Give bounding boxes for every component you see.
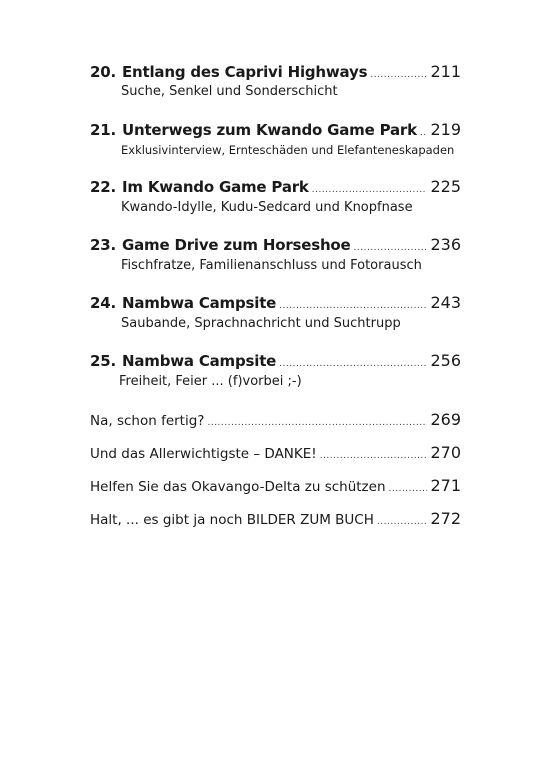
chapter-number: 24. (90, 294, 116, 312)
chapter-subtitle: Fischfratze, Familienanschluss und Fotorausch (121, 258, 422, 273)
dot-leader (370, 70, 427, 80)
chapter-number: 22. (90, 178, 116, 196)
entry-title: Helfen Sie das Okavango-Delta zu schützen (90, 479, 386, 495)
chapter-subtitle: Freiheit, Feier ... (f)vorbei ;-) (119, 374, 302, 389)
dot-leader (377, 517, 428, 527)
entry-title: Und das Allerwichtigste – DANKE! (90, 446, 317, 462)
chapter-title: Unterwegs zum Kwando Game Park (121, 121, 417, 139)
chapter-subtitle: Exklusivinterview, Ernteschäden und Elefanteneskapaden (121, 143, 455, 157)
chapter-number: 20. (90, 63, 116, 81)
dot-leader (279, 359, 427, 369)
toc-entry-chapter-22[interactable] (90, 177, 461, 196)
entry-title: Na, schon fertig? (90, 413, 205, 429)
page-number: 236 (430, 235, 461, 254)
toc-entry-extra[interactable] (90, 509, 461, 528)
entry-title: Halt, ... es gibt ja noch BILDER ZUM BUCH (90, 512, 374, 528)
page-number: 243 (430, 293, 461, 312)
chapter-number: 23. (90, 236, 116, 254)
page-number: 225 (430, 177, 461, 196)
toc-entry-extra[interactable] (90, 410, 461, 429)
page-number: 270 (430, 443, 461, 462)
page-number: 269 (430, 410, 461, 429)
chapter-subtitle: Saubande, Sprachnachricht und Suchtrupp (121, 316, 401, 331)
toc-entry-chapter-21[interactable] (90, 120, 461, 139)
page-number: 211 (430, 62, 461, 81)
page-number: 219 (430, 120, 461, 139)
chapter-title: Game Drive zum Horseshoe (121, 236, 351, 254)
toc-entry-extra[interactable] (90, 443, 461, 462)
chapter-subtitle: Suche, Senkel und Sonderschicht (121, 84, 338, 99)
chapter-number: 21. (90, 121, 116, 139)
chapter-number: 25. (90, 352, 116, 370)
chapter-title: Nambwa Campsite (121, 294, 277, 312)
chapter-title: Nambwa Campsite (121, 352, 277, 370)
chapter-subtitle: Kwando-Idylle, Kudu-Sedcard und Knopfnase (121, 200, 413, 215)
toc-entry-chapter-24[interactable] (90, 293, 461, 312)
dot-leader (420, 128, 428, 138)
chapter-title: Entlang des Caprivi Highways (121, 63, 368, 81)
toc-entry-chapter-20[interactable] (90, 62, 461, 81)
dot-leader (389, 484, 428, 494)
toc-entry-chapter-25[interactable] (90, 351, 461, 370)
dot-leader (312, 185, 428, 195)
page-number: 272 (430, 509, 461, 528)
dot-leader (279, 301, 427, 311)
dot-leader (354, 243, 428, 253)
toc-entry-extra[interactable] (90, 476, 461, 495)
page-number: 271 (430, 476, 461, 495)
dot-leader (207, 418, 427, 428)
toc-entry-chapter-23[interactable] (90, 235, 461, 254)
chapter-title: Im Kwando Game Park (121, 178, 309, 196)
dot-leader (320, 451, 428, 461)
page-number: 256 (430, 351, 461, 370)
